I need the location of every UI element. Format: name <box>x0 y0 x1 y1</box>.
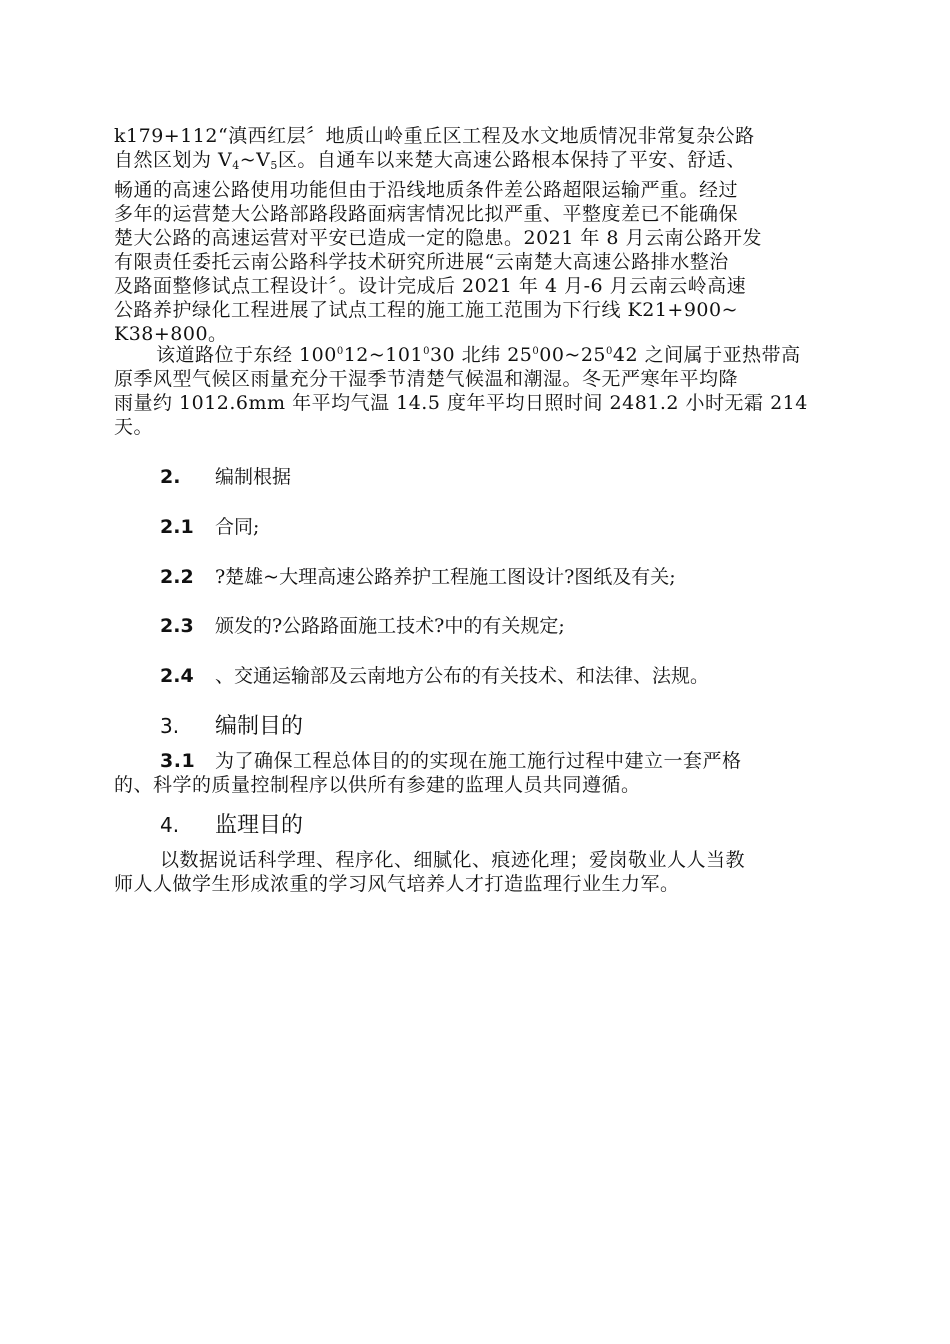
section-3-1-paragraph <box>114 749 838 797</box>
section-4-paragraph <box>114 848 838 896</box>
intro-paragraph <box>114 124 838 346</box>
text-line: 该道路位于东经 $100^012\sim 101^030$ 北纬 $25^000\sim 25^042$ 之间属于亚热带高 <box>156 344 801 366</box>
section-heading: 3. 编制目的 <box>160 714 304 739</box>
text-line: 天。 <box>114 416 154 438</box>
text-line: 的、科学的质量控制程序以供所有参建的监理人员共同遵循。 <box>114 774 641 796</box>
text-line: 楚大公路的高速运营对平安已造成一定的隐患。2021 年 8 月云南公路开发 <box>114 227 763 249</box>
text-line: 雨量约 1012.6mm 年平均气温 14.5 度年平均日照时间 2481.2 小时无霜 214 <box>114 392 808 414</box>
text-line: K38+800。 <box>114 323 228 345</box>
text-line: 畅通的高速公路使用功能但由于沿线地质条件差公路超限运输严重。经过 <box>114 179 739 201</box>
text-line: 公路养护绿化工程进展了试点工程的施工施工范围为下行线 K21+900~ <box>114 299 739 321</box>
text-line: 及路面整修试点工程设计〞。设计完成后 2021 年 4 月-6 月云南云岭高速 <box>114 275 747 297</box>
text-line: 3.1 为了确保工程总体目的的实现在施工施行过程中建立一套严格 <box>160 750 742 772</box>
section-item: 2.3 颁发的?公路路面施工技术?中的有关规定; <box>160 615 565 637</box>
text-line: 师人人做学生形成浓重的学习风气培养人才打造监理行业生力军。 <box>114 873 680 895</box>
climate-paragraph <box>114 340 838 439</box>
text-line: 以数据说话科学理、程序化、细腻化、痕迹化理；爱岗敬业人人当教 <box>160 849 746 871</box>
text-line: 自然区划为 $V_4\sim V_5$区。自通车以来楚大高速公路根本保持了平安、舒适、 <box>114 149 746 172</box>
section-heading: 4. 监理目的 <box>160 813 304 838</box>
section-heading: 2. 编制根据 <box>160 466 292 488</box>
text-line: 有限责任委托云南公路科学技术研究所进展“云南楚大高速公路排水整治 <box>114 251 729 273</box>
section-item: 2.1 合同; <box>160 516 260 538</box>
text-line: k179+112“滇西红层〞地质山岭重丘区工程及水文地质情况非常复杂公路 <box>114 125 755 147</box>
section-item: 2.4 、交通运输部及云南地方公布的有关技术、和法律、法规。 <box>160 665 710 687</box>
section-item: 2.2 ?楚雄~大理高速公路养护工程施工图设计?图纸及有关; <box>160 566 676 588</box>
text-line: 原季风型气候区雨量充分干湿季节清楚气候温和潮湿。冬无严寒年平均降 <box>114 368 739 390</box>
text-line: 多年的运营楚大公路部路段路面病害情况比拟严重、平整度差已不能确保 <box>114 203 739 225</box>
